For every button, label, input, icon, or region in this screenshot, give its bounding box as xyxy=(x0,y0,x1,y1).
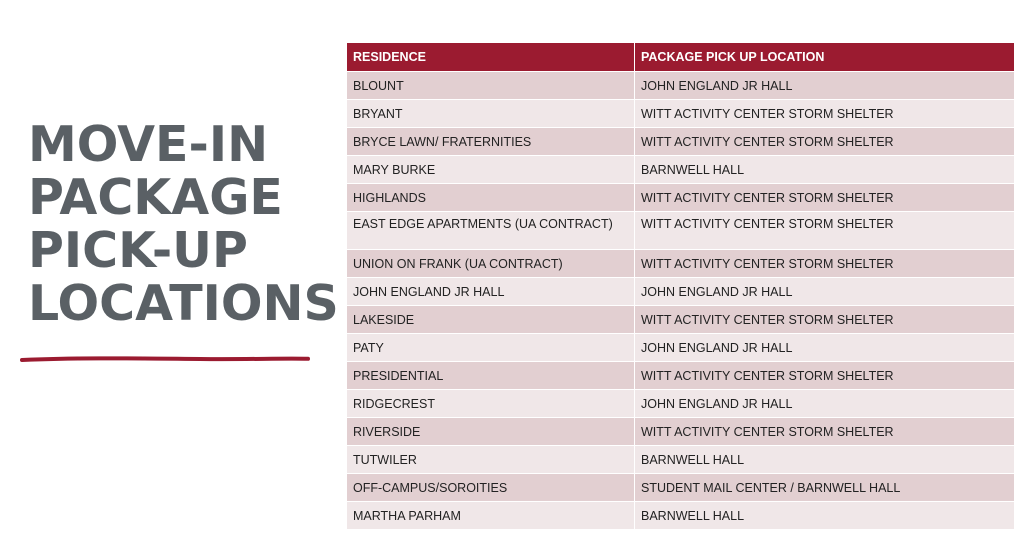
location-cell: WITT ACTIVITY CENTER STORM SHELTER xyxy=(635,362,1015,390)
location-cell: BARNWELL HALL xyxy=(635,502,1015,530)
location-cell: JOHN ENGLAND JR HALL xyxy=(635,390,1015,418)
residence-cell: RIDGECREST xyxy=(347,390,635,418)
title-underline xyxy=(20,355,310,365)
table-row xyxy=(347,212,1015,250)
location-cell: WITT ACTIVITY CENTER STORM SHELTER xyxy=(635,100,1015,128)
table-row xyxy=(347,250,1015,278)
location-cell: BARNWELL HALL xyxy=(635,156,1015,184)
table-row xyxy=(347,100,1015,128)
residence-cell: JOHN ENGLAND JR HALL xyxy=(347,278,635,306)
title-line: PACKAGE xyxy=(28,169,283,226)
residence-cell: MARTHA PARHAM xyxy=(347,502,635,530)
residence-cell: OFF-CAMPUS/SOROITIES xyxy=(347,474,635,502)
table-row xyxy=(347,446,1015,474)
residence-cell: PATY xyxy=(347,334,635,362)
slide-title xyxy=(28,118,339,330)
table-row xyxy=(347,156,1015,184)
table-row xyxy=(347,128,1015,156)
residence-cell: TUTWILER xyxy=(347,446,635,474)
residence-cell: UNION ON FRANK (UA CONTRACT) xyxy=(347,250,635,278)
location-cell: WITT ACTIVITY CENTER STORM SHELTER xyxy=(635,184,1015,212)
table-row xyxy=(347,184,1015,212)
table-row xyxy=(347,362,1015,390)
table-body xyxy=(347,72,1015,530)
column-header-location: PACKAGE PICK UP LOCATION xyxy=(635,43,1015,72)
table-row xyxy=(347,418,1015,446)
table-row xyxy=(347,390,1015,418)
table-row xyxy=(347,502,1015,530)
residence-cell: BRYANT xyxy=(347,100,635,128)
location-cell: WITT ACTIVITY CENTER STORM SHELTER xyxy=(635,128,1015,156)
table-header-row xyxy=(347,43,1015,72)
title-line: PICK-UP xyxy=(28,222,248,279)
location-cell: BARNWELL HALL xyxy=(635,446,1015,474)
table-row xyxy=(347,334,1015,362)
column-header-residence: RESIDENCE xyxy=(347,43,635,72)
table-row xyxy=(347,306,1015,334)
residence-cell: EAST EDGE APARTMENTS (UA CONTRACT) xyxy=(347,212,635,250)
location-cell: JOHN ENGLAND JR HALL xyxy=(635,278,1015,306)
location-cell: WITT ACTIVITY CENTER STORM SHELTER xyxy=(635,306,1015,334)
location-cell: JOHN ENGLAND JR HALL xyxy=(635,72,1015,100)
table-row xyxy=(347,278,1015,306)
residence-cell: RIVERSIDE xyxy=(347,418,635,446)
location-cell: STUDENT MAIL CENTER / BARNWELL HALL xyxy=(635,474,1015,502)
location-cell: WITT ACTIVITY CENTER STORM SHELTER xyxy=(635,212,1015,250)
residence-cell: MARY BURKE xyxy=(347,156,635,184)
table-row xyxy=(347,474,1015,502)
location-cell: WITT ACTIVITY CENTER STORM SHELTER xyxy=(635,250,1015,278)
title-line: MOVE-IN xyxy=(28,116,269,173)
table-row xyxy=(347,72,1015,100)
residence-cell: BLOUNT xyxy=(347,72,635,100)
residence-cell: HIGHLANDS xyxy=(347,184,635,212)
location-cell: WITT ACTIVITY CENTER STORM SHELTER xyxy=(635,418,1015,446)
residence-cell: BRYCE LAWN/ FRATERNITIES xyxy=(347,128,635,156)
residence-cell: PRESIDENTIAL xyxy=(347,362,635,390)
pickup-locations-table xyxy=(346,42,1015,530)
residence-cell: LAKESIDE xyxy=(347,306,635,334)
title-line: LOCATIONS xyxy=(28,275,339,332)
location-cell: JOHN ENGLAND JR HALL xyxy=(635,334,1015,362)
